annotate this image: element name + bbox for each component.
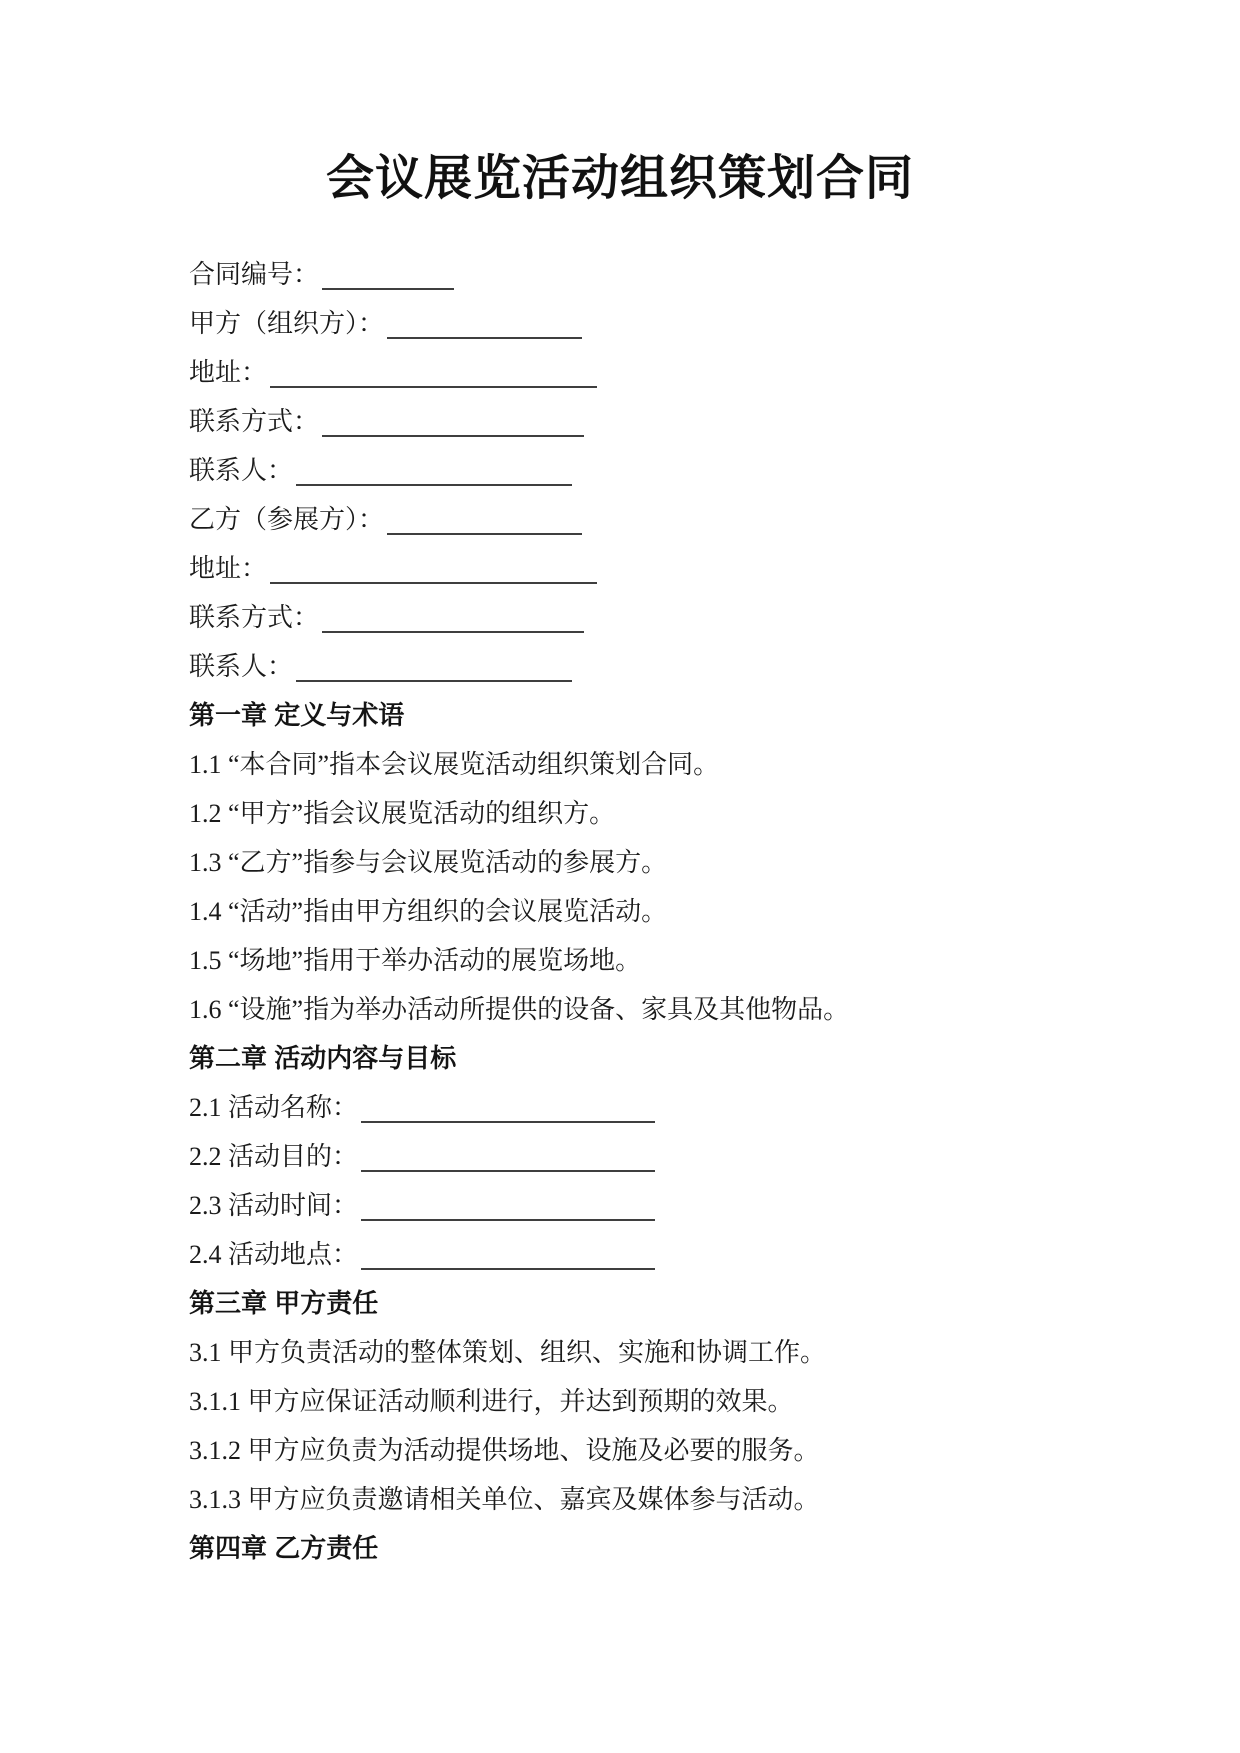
field-row-party-b-contact bbox=[189, 593, 1051, 642]
blank-line bbox=[361, 1093, 655, 1123]
blank-line bbox=[296, 456, 572, 486]
clause-1-5: 1.5 “场地”指用于举办活动的展览场地。 bbox=[189, 946, 642, 975]
clause-3-1-2: 3.1.2 甲方应负责为活动提供场地、设施及必要的服务。 bbox=[189, 1436, 820, 1465]
field-label: 2.2 活动目的： bbox=[189, 1142, 359, 1171]
chapter-1-heading: 第一章 定义与术语 bbox=[189, 700, 405, 730]
field-label: 2.1 活动名称： bbox=[189, 1093, 359, 1122]
blank-line bbox=[270, 358, 597, 388]
document-title: 会议展览活动组织策划合同 bbox=[325, 152, 914, 205]
field-row-party-a-address bbox=[189, 348, 1051, 397]
field-label: 2.4 活动地点： bbox=[189, 1240, 359, 1269]
blank-line bbox=[387, 505, 582, 535]
field-label: 地址： bbox=[189, 554, 268, 583]
field-row-party-a bbox=[189, 299, 1051, 348]
blank-line bbox=[296, 652, 572, 682]
field-row-activity-location bbox=[189, 1230, 1051, 1279]
field-label: 联系人： bbox=[189, 652, 294, 681]
field-row-party-b-person bbox=[189, 642, 1051, 691]
field-label: 乙方（参展方）： bbox=[189, 505, 385, 534]
clause-3-1: 3.1 甲方负责活动的整体策划、组织、实施和协调工作。 bbox=[189, 1338, 827, 1367]
field-label: 地址： bbox=[189, 358, 268, 387]
clause-3-1-1: 3.1.1 甲方应保证活动顺利进行，并达到预期的效果。 bbox=[189, 1387, 794, 1416]
blank-line bbox=[322, 407, 584, 437]
chapter-2-heading: 第二章 活动内容与目标 bbox=[189, 1043, 457, 1073]
field-row-activity-purpose bbox=[189, 1132, 1051, 1181]
chapter-3-heading: 第三章 甲方责任 bbox=[189, 1288, 379, 1318]
clause-1-1: 1.1 “本合同”指本会议展览活动组织策划合同。 bbox=[189, 750, 720, 779]
clause-1-6: 1.6 “设施”指为举办活动所提供的设备、家具及其他物品。 bbox=[189, 995, 850, 1024]
field-row-party-b bbox=[189, 495, 1051, 544]
clause-3-1-3: 3.1.3 甲方应负责邀请相关单位、嘉宾及媒体参与活动。 bbox=[189, 1485, 820, 1514]
field-label: 合同编号： bbox=[189, 260, 320, 289]
blank-line bbox=[361, 1191, 655, 1221]
clause-1-4: 1.4 “活动”指由甲方组织的会议展览活动。 bbox=[189, 897, 668, 926]
field-label: 联系方式： bbox=[189, 603, 320, 632]
blank-line bbox=[361, 1240, 655, 1270]
blank-line bbox=[361, 1142, 655, 1172]
field-row-activity-name bbox=[189, 1083, 1051, 1132]
field-row-activity-time bbox=[189, 1181, 1051, 1230]
field-row-party-b-address bbox=[189, 544, 1051, 593]
field-label: 2.3 活动时间： bbox=[189, 1191, 359, 1220]
blank-line bbox=[322, 260, 454, 290]
chapter-4-heading: 第四章 乙方责任 bbox=[189, 1533, 379, 1563]
blank-line bbox=[270, 554, 597, 584]
field-label: 联系人： bbox=[189, 456, 294, 485]
field-label: 联系方式： bbox=[189, 407, 320, 436]
clause-1-2: 1.2 “甲方”指会议展览活动的组织方。 bbox=[189, 799, 616, 828]
clause-1-3: 1.3 “乙方”指参与会议展览活动的参展方。 bbox=[189, 848, 668, 877]
field-row-party-a-contact bbox=[189, 397, 1051, 446]
field-label: 甲方（组织方）： bbox=[189, 309, 385, 338]
field-row-party-a-person bbox=[189, 446, 1051, 495]
blank-line bbox=[322, 603, 584, 633]
blank-line bbox=[387, 309, 582, 339]
field-row-contract-number bbox=[189, 250, 1051, 299]
